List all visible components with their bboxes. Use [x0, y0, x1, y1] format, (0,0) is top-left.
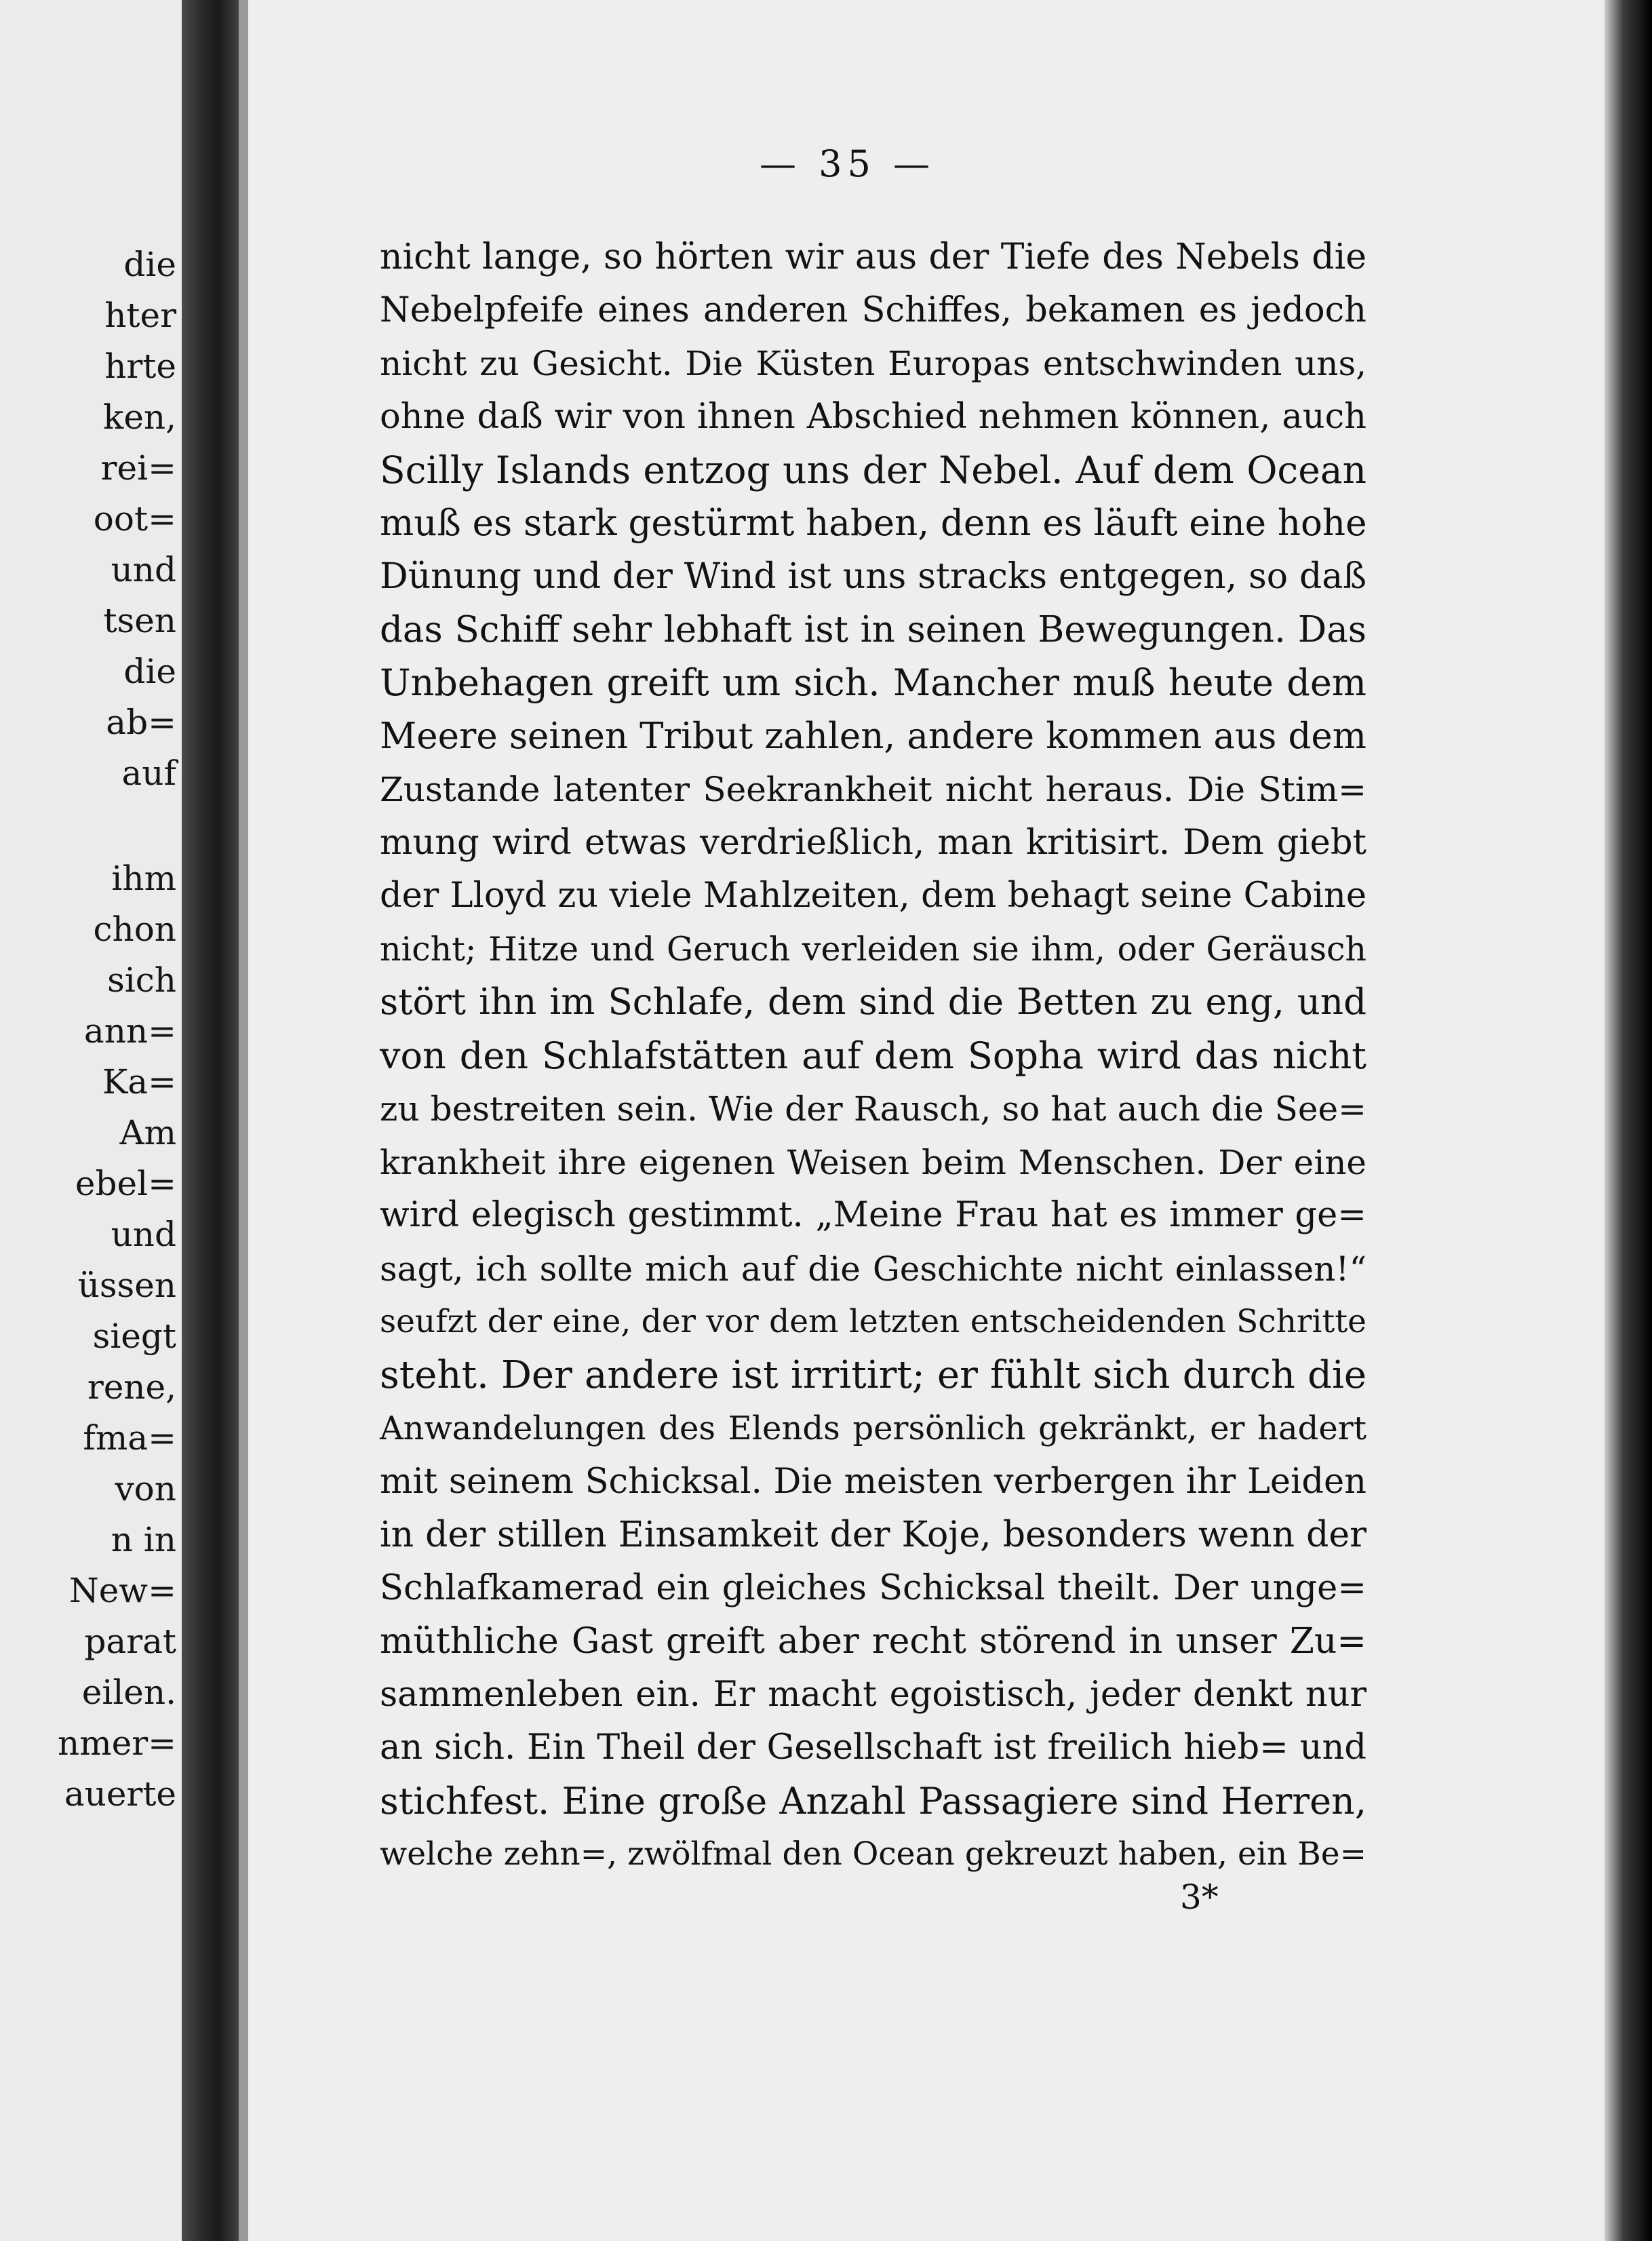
text-line: nicht lange, so hörten wir aus der Tiefe des Nebels die — [380, 237, 1366, 277]
previous-page-fragment: ihm — [111, 859, 176, 898]
text-line: wird elegisch gestimmt. „Meine Frau hat es immer ge= — [380, 1195, 1366, 1235]
previous-page-fragment: auerte — [64, 1774, 176, 1814]
previous-page-fragment: und — [111, 1215, 176, 1254]
previous-page-fragment: nmer= — [58, 1723, 176, 1763]
text-line: ohne daß wir von ihnen Abschied nehmen können, auch — [380, 396, 1366, 437]
previous-page-fragment: parat — [84, 1622, 176, 1661]
previous-page-fragment: auf — [121, 754, 176, 793]
text-line: Zustande latenter Seekrankheit nicht heraus. Die Stim= — [380, 770, 1366, 809]
previous-page-fragment: tsen — [103, 601, 176, 640]
text-line: muß es stark gestürmt haben, denn es läuft eine hohe — [380, 502, 1367, 544]
previous-page-fragment: chon — [93, 910, 176, 949]
text-line: von den Schlafstätten auf dem Sopha wird das nicht — [380, 1034, 1366, 1077]
previous-page-fragment: hrte — [104, 347, 176, 386]
text-line: Scilly Islands entzog uns der Nebel. Auf dem Ocean — [380, 448, 1366, 492]
previous-page-strip — [0, 0, 182, 2241]
text-line: stichfest. Eine große Anzahl Passagiere sind Herren, — [380, 1779, 1366, 1823]
previous-page-fragment: sich — [107, 960, 176, 1000]
text-line: in der stillen Einsamkeit der Koje, besonders wenn der — [380, 1515, 1366, 1555]
previous-page-fragment: rene, — [87, 1367, 176, 1407]
previous-page-fragment: hter — [104, 296, 176, 335]
previous-page-fragment: oot= — [93, 499, 176, 539]
previous-page-fragment: eilen. — [81, 1673, 176, 1712]
previous-page-fragment: und — [111, 550, 176, 589]
text-line: sammenleben ein. Er macht egoistisch, jeder denkt nur — [380, 1674, 1366, 1715]
text-line: seufzt der eine, der vor dem letzten entscheidenden Schritte — [380, 1303, 1366, 1340]
previous-page-fragment: üssen — [77, 1266, 176, 1305]
previous-page-fragment: ann= — [83, 1011, 176, 1051]
text-line: sagt, ich sollte mich auf die Geschichte nicht einlassen!“ — [380, 1249, 1366, 1289]
text-line: mung wird etwas verdrießlich, man kritisirt. Dem giebt — [380, 822, 1366, 863]
text-line: stört ihn im Schlafe, dem sind die Betten zu eng, und — [380, 981, 1366, 1023]
text-line: Nebelpfeife eines anderen Schiffes, bekamen es jedoch — [380, 290, 1366, 330]
previous-page-fragment: Ka= — [102, 1062, 176, 1102]
text-line: Meere seinen Tribut zahlen, andere kommen aus dem — [380, 715, 1366, 757]
text-line: müthliche Gast greift aber recht störend in unser Zu= — [380, 1621, 1366, 1662]
text-line: nicht; Hitze und Geruch verleiden sie ihm, oder Geräusch — [380, 929, 1366, 969]
previous-page-fragment: fma= — [83, 1418, 176, 1458]
body-text — [380, 231, 1366, 1882]
text-line: der Lloyd zu viele Mahlzeiten, dem behagt seine Cabine — [380, 876, 1366, 916]
text-line: steht. Der andere ist irritirt; er fühlt sich durch die — [380, 1352, 1366, 1397]
previous-page-fragment: Am — [119, 1113, 176, 1152]
text-line: Dünung und der Wind ist uns stracks entgegen, so daß — [380, 556, 1366, 597]
previous-page-fragment: die — [123, 245, 176, 284]
previous-page-fragment: rei= — [100, 448, 176, 488]
signature-mark: 3* — [1180, 1877, 1219, 1917]
text-line: krankheit ihre eigenen Weisen beim Menschen. Der eine — [380, 1142, 1366, 1182]
text-line: welche zehn=, zwölfmal den Ocean gekreuzt haben, ein Be= — [380, 1835, 1366, 1873]
text-line: Schlafkamerad ein gleiches Schicksal theilt. Der unge= — [380, 1567, 1366, 1608]
text-line: nicht zu Gesicht. Die Küsten Europas entschwinden uns, — [380, 344, 1366, 383]
page-number: — 35 — — [760, 142, 936, 185]
gutter-edge — [239, 0, 248, 2241]
text-line: Anwandelungen des Elends persönlich gekränkt, er hadert — [380, 1409, 1366, 1447]
previous-page-fragment: die — [123, 652, 176, 691]
text-line: an sich. Ein Theil der Gesellschaft ist freilich hieb= und — [380, 1728, 1366, 1768]
text-line: zu bestreiten sein. Wie der Rausch, so hat auch die See= — [380, 1089, 1366, 1129]
previous-page-fragment: ebel= — [75, 1164, 176, 1203]
previous-page-fragment: siegt — [92, 1317, 176, 1356]
previous-page-fragment: von — [115, 1469, 176, 1508]
previous-page-fragment: ken, — [103, 397, 176, 437]
text-line: das Schiff sehr lebhaft ist in seinen Bewegungen. Das — [380, 608, 1366, 650]
previous-page-fragment: n in — [111, 1520, 176, 1559]
previous-page-fragment: New= — [68, 1571, 176, 1610]
page-right-edge-shadow — [1605, 0, 1652, 2241]
previous-page-fragment: ab= — [106, 703, 176, 742]
text-line: Unbehagen greift um sich. Mancher muß heute dem — [380, 661, 1366, 704]
text-line: mit seinem Schicksal. Die meisten verbergen ihr Leiden — [380, 1461, 1366, 1502]
